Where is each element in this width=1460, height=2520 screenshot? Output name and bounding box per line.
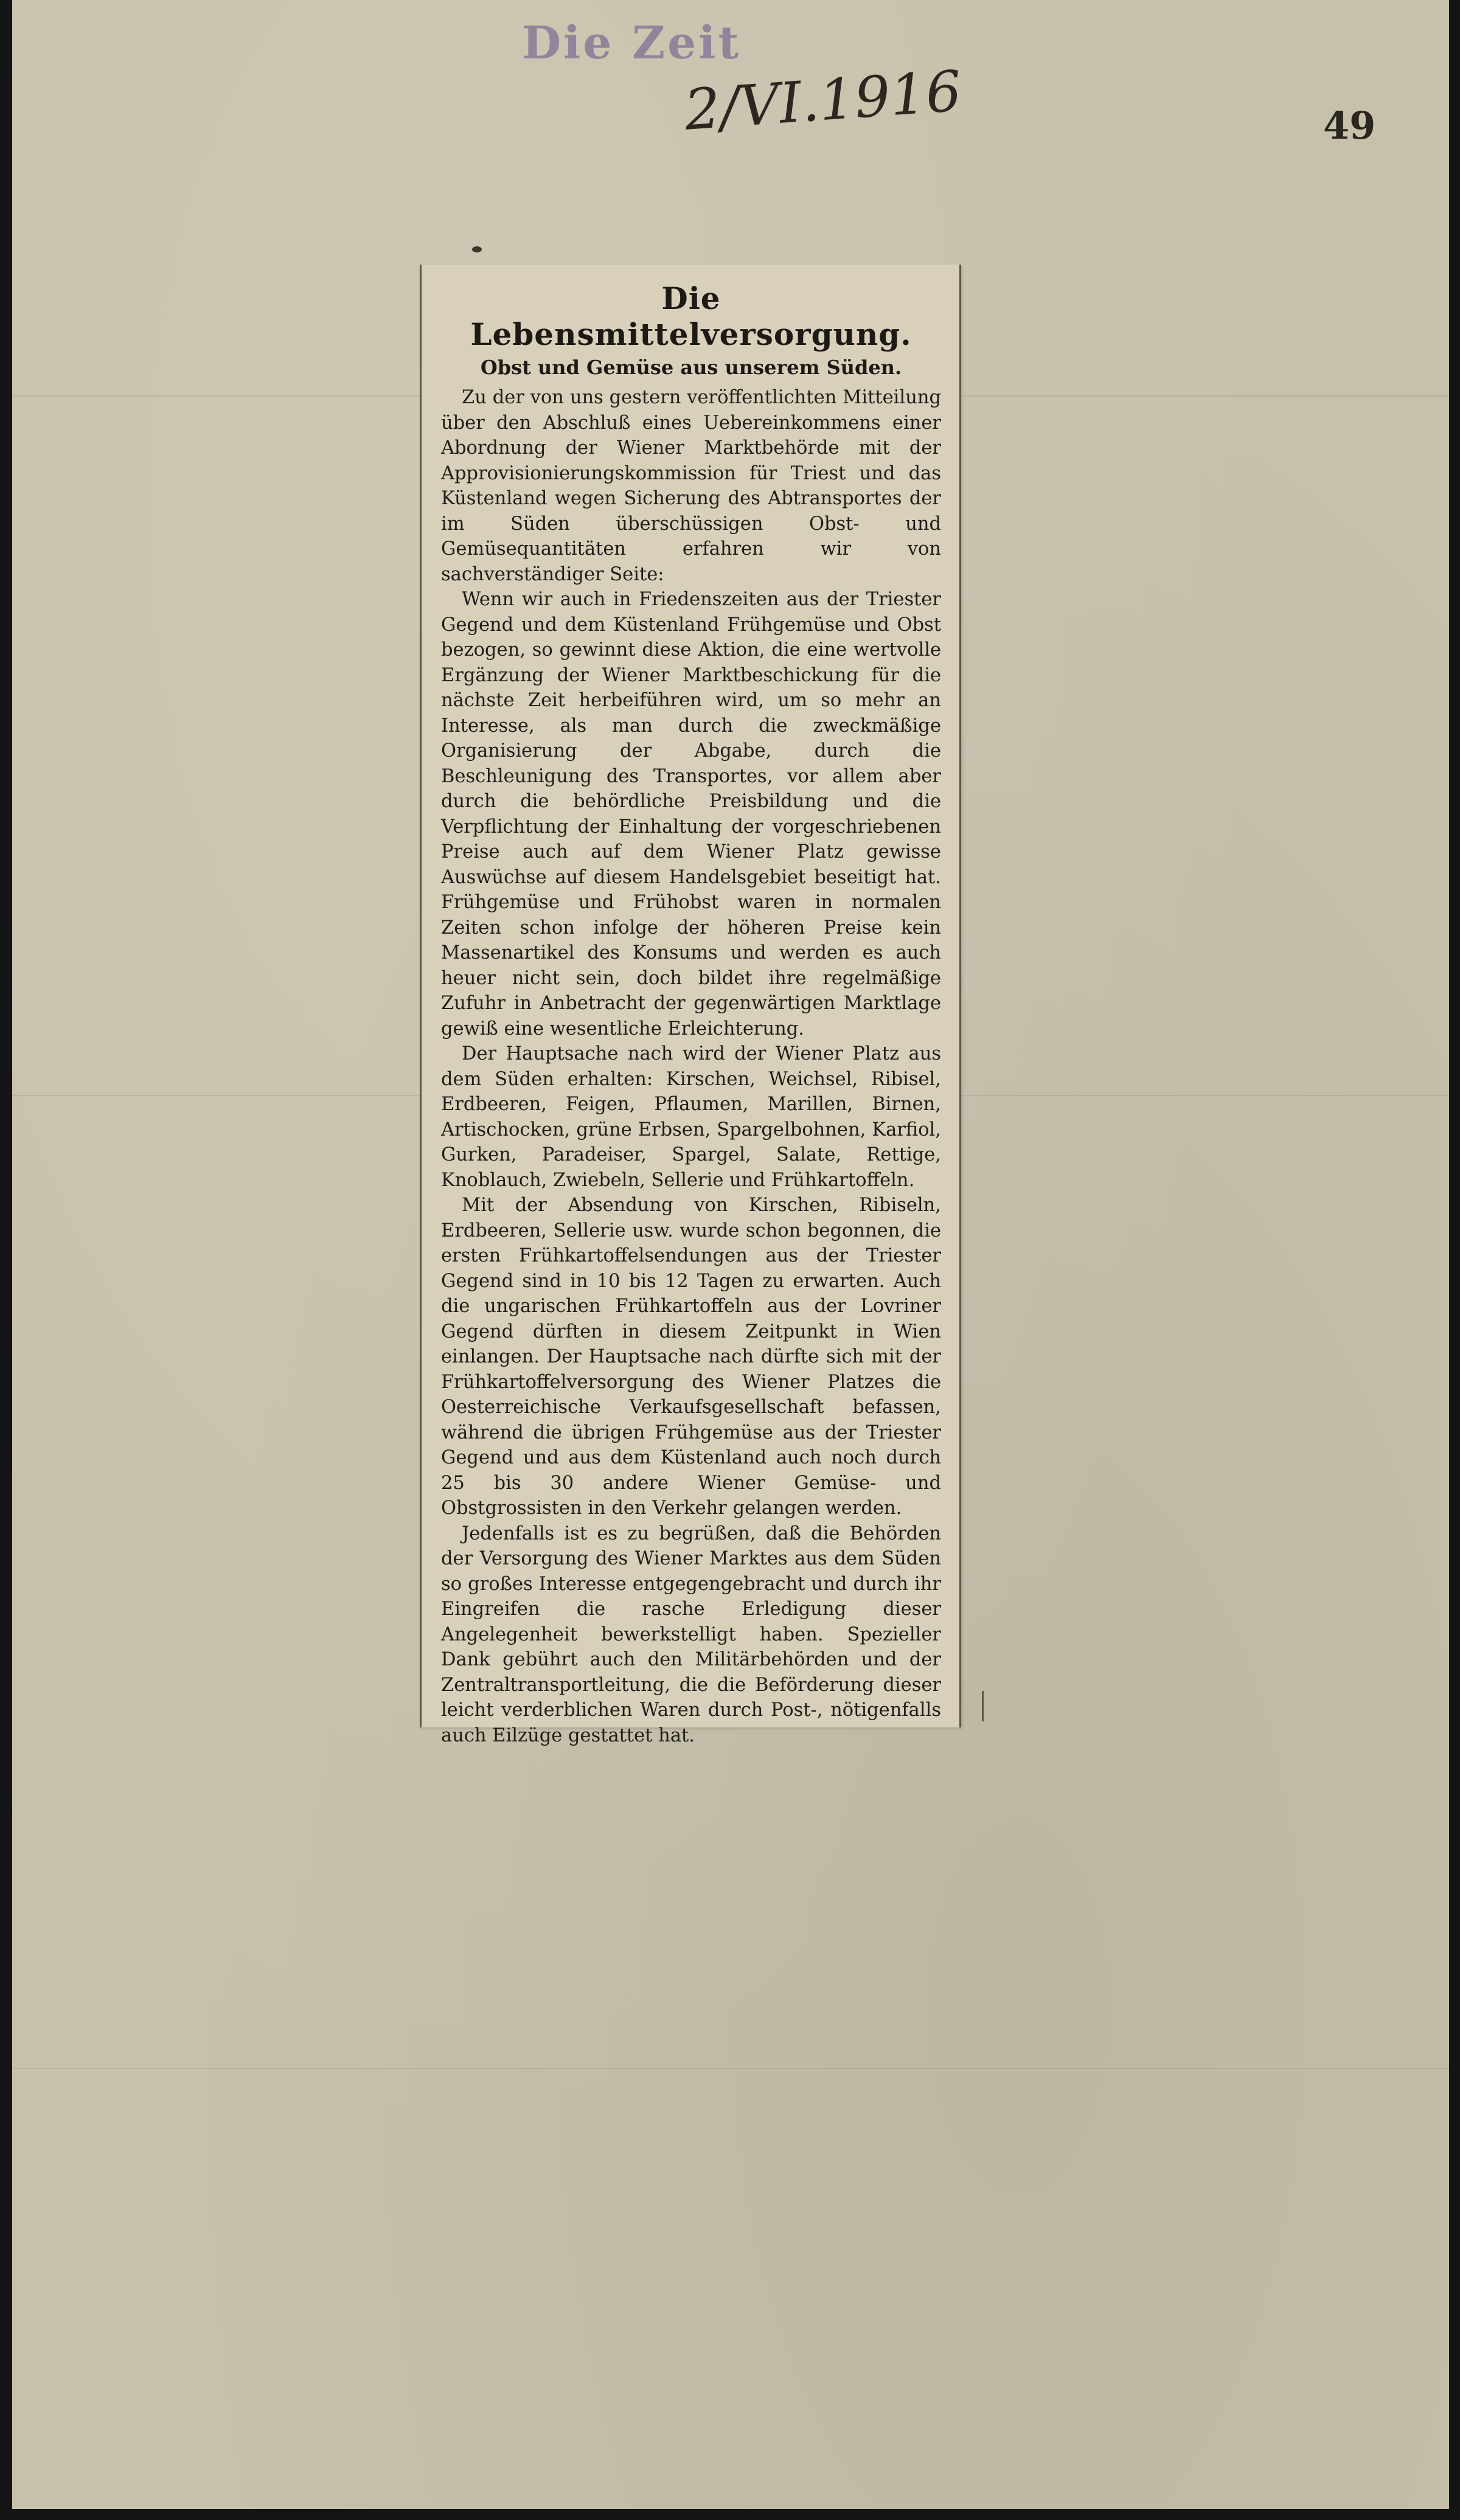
article-paragraph: Jedenfalls ist es zu begrüßen, daß die Behörden der Versorgung des Wiener Marktes aus dem Süden so großes Interesse entgegengebracht und durch ihr Eingreifen die rasche Erledigung dieser Angelegenheit bewerkstelligt haben. Spezieller Dank gebührt auch den Militärbehörden und der Zentraltransportleitung, die die Beförderung dieser leicht verderblichen Waren durch Post-, nötigenfalls auch Eilzüge gestattet hat. [441,1522,941,1746]
article-paragraph: Der Hauptsache nach wird der Wiener Platz aus dem Süden erhalten: Kirschen, Weichsel, Ribisel, Erdbeeren, Feigen, Pflaumen, Marillen, Birnen, Artischocken, grüne Erbsen, Spargelbohnen, Karfiol, Gurken, Paradeiser, Spargel, Salate, Rettige, Knoblauch, Zwiebeln, Sellerie und Frühkartoffeln. [441,1043,941,1191]
newspaper-stamp: Die Zeit [522,17,742,69]
ink-mark [472,246,482,252]
article-paragraph: Zu der von uns gestern veröffentlichten Mitteilung über den Abschluß eines Uebereinkommens einer Abordnung der Wiener Marktbehörde mit der Approvisionierungskommission für Triest und das Küstenland wegen Sicherung des Abtransportes der im Süden überschüssigen Obst- und Gemüsequantitäten erfahren wir von sachverständiger Seite: [441,387,941,585]
article-paragraph: Mit der Absendung von Kirschen, Ribiseln, Erdbeeren, Sellerie usw. wurde schon begonnen, die ersten Frühkartoffelsendungen aus der Triester Gegend sind in 10 bis 12 Tagen zu erwarten. Auch die ungarischen Frühkartoffeln aus der Lovriner Gegend dürften in diesem Zeitpunkt in Wien einlangen. Der Hauptsache nach dürfte sich mit der Frühkartoffelversorgung des Wiener Platzes die Oesterreichische Verkaufsgesellschaft befassen, während die übrigen Frühgemüse aus der Triester Gegend und aus dem Küstenland auch noch durch 25 bis 30 andere Wiener Gemüse- und Obstgrossisten in den Verkehr gelangen werden. [441,1195,941,1519]
article-subheadline: Obst und Gemüse aus unserem Süden. [480,356,902,379]
article-paragraph: Wenn wir auch in Friedenszeiten aus der Triester Gegend und dem Küstenland Frühgemüse und Obst bezogen, so gewinnt diese Aktion, die eine wertvolle Ergänzung der Wiener Marktbeschickung für die nächste Zeit herbeiführen wird, um so mehr an Interesse, als man durch die zweckmäßige Organisierung der Abgabe, durch die Beschleunigung des Transportes, vor allem aber durch die behördliche Preisbildung und die Verpflichtung der Einhaltung der vorgeschriebenen Preise auch auf dem Wiener Platz gewisse Auswüchse auf diesem Handelsgebiet beseitigt hat. Frühgemüse und Frühobst waren in normalen Zeiten schon infolge der höheren Preise kein Massenartikel des Konsums und werden es auch heuer nicht sein, doch bildet ihre regelmäßige Zufuhr in Anbetracht der gegenwärtigen Marktlage gewiß eine wesentliche Erleichterung. [441,589,941,1040]
page-number: 49 [1323,103,1376,148]
article-headline: Die Lebensmittelversorgung. [470,280,912,352]
newspaper-clipping [420,265,961,1746]
paper-fold [12,2068,1449,2069]
column-rule [982,1691,984,1721]
handwritten-date: 2/VI.1916 [682,58,964,143]
